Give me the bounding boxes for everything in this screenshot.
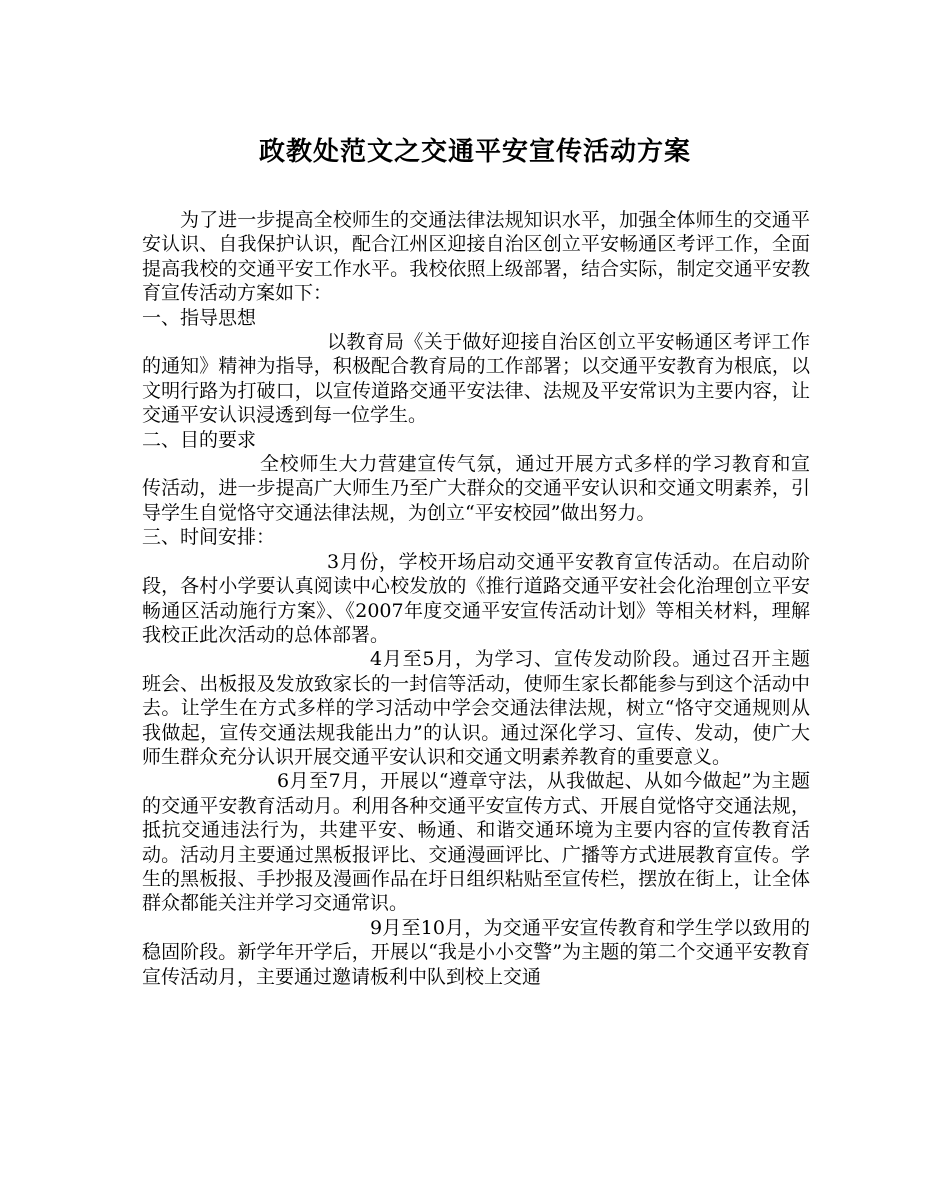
schedule-june-july-paragraph: 6月至7月，开展以“遵章守法，从我做起、从如今做起”为主题的交通平安教育活动月。利用各种交通平安宣传方式、开展自觉恪守交通法规，抵抗交通违法行为，共建平安、畅通、和谐交通环境为主要内容的宣传教育活动。活动月主要通过黑板报评比、交通漫画评比、广播等方式进展教育宣传。学生的黑板报、手抄报及漫画作品在圩日组织粘贴至宣传栏，摆放在街上，让全体群众都能关注并学习交通常识。 <box>142 770 810 915</box>
schedule-april-may-paragraph: 4月至5月，为学习、宣传发动阶段。通过召开主题班会、出板报及发放致家长的一封信等活动，使师生家长都能参与到这个活动中去。让学生在方式多样的学习活动中学会交通法律法规，树立“恪守交通规则从我做起，宣传交通法规我能出力”的认识。通过深化学习、宣传、发动，使广大师生群众充分认识开展交通平安认识和交通文明素养教育的重要意义。 <box>142 648 810 768</box>
document-body <box>142 208 810 989</box>
schedule-march-paragraph: 3月份，学校开场启动交通平安教育宣传活动。在启动阶段，各村小学要认真阅读中心校发放的《推行道路交通平安社会化治理创立平安畅通区活动施行方案》、《2007年度交通平安宣传活动计划》等相关材料，理解我校正此次活动的总体部署。 <box>142 550 810 646</box>
section-heading-objectives: 二、目的要求 <box>142 428 257 451</box>
guiding-thought-paragraph: 以教育局《关于做好迎接自治区创立平安畅通区考评工作的通知》精神为指导，积极配合教育局的工作部署；以交通平安教育为根底，以文明行路为打破口，以宣传道路交通平安法律、法规及平安常识为主要内容，让交通平安认识浸透到每一位学生。 <box>142 331 810 427</box>
objectives-paragraph: 全校师生大力营建宣传气氛，通过开展方式多样的学习教育和宣传活动，进一步提高广大师生乃至广大群众的交通平安认识和交通文明素养，引导学生自觉恪守交通法律法规，为创立“平安校园”做出努力。 <box>142 453 810 524</box>
document-title: 政教处范文之交通平安宣传活动方案 <box>258 137 691 167</box>
section-heading-guiding-thought: 一、指导思想 <box>142 306 257 329</box>
schedule-sept-oct-paragraph: 9月至10月，为交通平安宣传教育和学生学以致用的稳固阶段。新学年开学后，开展以“我是小小交警”为主题的第二个交通平安教育宣传活动月，主要通过邀请板利中队到校上交通 <box>142 916 810 988</box>
section-heading-schedule: 三、时间安排： <box>142 526 276 549</box>
intro-paragraph: 为了进一步提高全校师生的交通法律法规知识水平，加强全体师生的交通平安认识、自我保护认识，配合江州区迎接自治区创立平安畅通区考评工作，全面提高我校的交通平安工作水平。我校依照上级部署，结合实际，制定交通平安教育宣传活动方案如下： <box>142 209 810 305</box>
